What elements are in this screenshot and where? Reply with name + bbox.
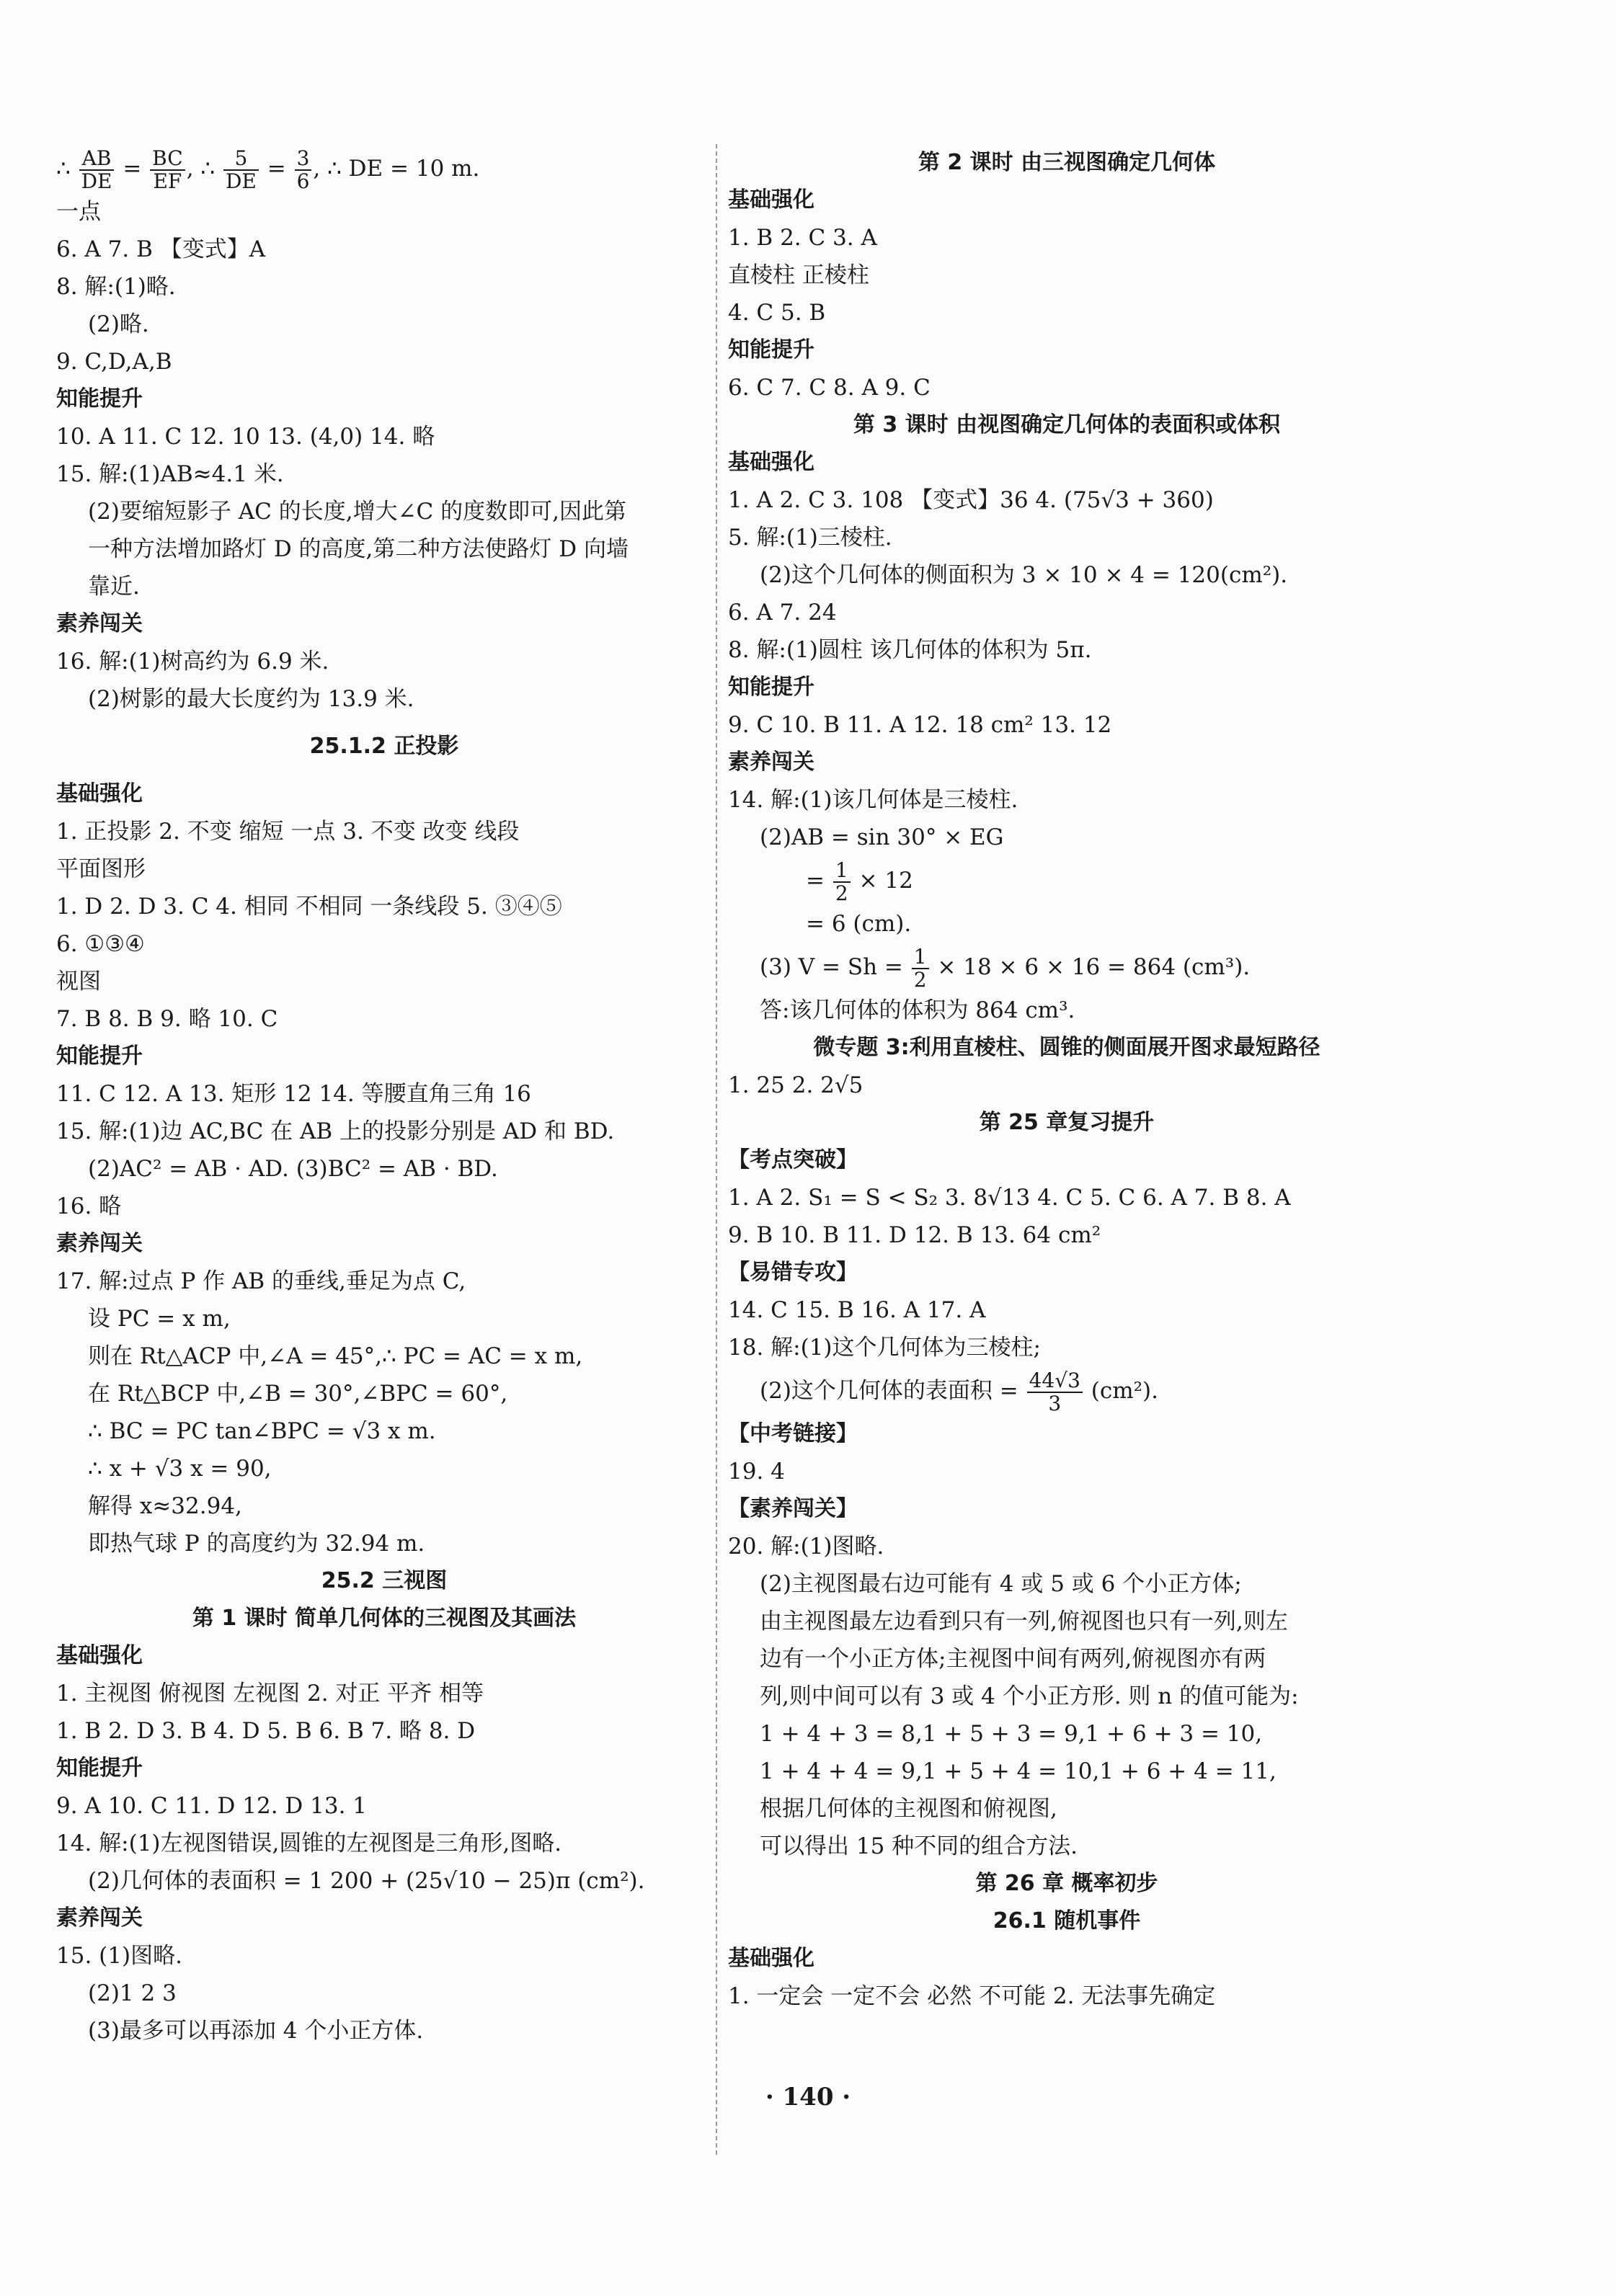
answer-line: 8. 解:(1)略. <box>56 274 176 300</box>
answer-line: (2)AB = sin 30° × EG <box>760 824 1004 850</box>
answer-line: 1. A 2. C 3. 108 【变式】36 4. (75√3 + 360) <box>728 487 1214 513</box>
subsection-label: 基础强化 <box>728 450 814 475</box>
answer-line: = $\frac{1}{2}$ × 12 <box>806 858 913 905</box>
subsection-label: 素养闯关 <box>56 1231 143 1256</box>
section-heading: 25.2 三视图 <box>321 1568 448 1593</box>
answer-line: 1. B 2. D 3. B 4. D 5. B 6. B 7. 略 8. D <box>56 1718 476 1744</box>
page-number: · 140 · <box>765 2083 851 2112</box>
answer-line: 设 PC = x m, <box>88 1306 231 1332</box>
answer-line: (2)树影的最大长度约为 13.9 米. <box>88 686 414 712</box>
answer-line: 10. A 11. C 12. 10 13. (4,0) 14. 略 <box>56 424 435 450</box>
section-heading: 26.1 随机事件 <box>993 1908 1141 1934</box>
answer-line: 6. C 7. C 8. A 9. C <box>728 375 931 401</box>
subsection-label: 知能提升 <box>728 675 814 700</box>
subsection-label: 【考点突破】 <box>728 1147 858 1173</box>
answer-line: 视图 <box>56 969 101 995</box>
answer-line: 9. C,D,A,B <box>56 349 172 375</box>
answer-line: 14. 解:(1)该几何体是三棱柱. <box>728 787 1018 813</box>
answer-line: 由主视图最左边看到只有一列,俯视图也只有一列,则左 <box>760 1608 1288 1634</box>
subsection-label: 知能提升 <box>56 1756 143 1781</box>
answer-line: 1. B 2. C 3. A <box>728 225 877 251</box>
section-heading: 第 2 课时 由三视图确定几何体 <box>918 150 1216 175</box>
answer-line: 1. 一定会 一定不会 必然 不可能 2. 无法事先确定 <box>728 1983 1216 2009</box>
column-divider <box>716 144 717 2155</box>
answer-line: 6. ①③④ <box>56 931 145 957</box>
answer-line: 6. A 7. B 【变式】A <box>56 236 266 262</box>
answer-line: ∴ $\frac{AB}{DE}$ = $\frac{BC}{EF}$ , ∴ $\frac{5}{DE}$ = $\frac{3}{6}$ , ∴ DE = 10 m. <box>56 146 480 193</box>
right-column <box>728 144 1406 2015</box>
left-column <box>56 144 712 2050</box>
answer-line: 解得 x≈32.94, <box>88 1493 242 1519</box>
section-heading: 第 25 章复习提升 <box>979 1110 1155 1135</box>
subsection-label: 【素养闯关】 <box>728 1496 858 1521</box>
answer-line: 即热气球 P 的高度约为 32.94 m. <box>88 1531 425 1557</box>
answer-line: 一点 <box>56 199 101 225</box>
answer-line: 1 + 4 + 3 = 8,1 + 5 + 3 = 9,1 + 6 + 3 = 10, <box>760 1721 1263 1747</box>
answer-line: 15. (1)图略. <box>56 1943 182 1969</box>
answer-line: 17. 解:过点 P 作 AB 的垂线,垂足为点 C, <box>56 1268 466 1294</box>
subsection-label: 基础强化 <box>728 187 814 213</box>
answer-line: 1. A 2. S₁ = S < S₂ 3. 8√13 4. C 5. C 6. A 7. B 8. A <box>728 1185 1291 1211</box>
subsection-label: 素养闯关 <box>728 749 814 775</box>
answer-line: 19. 4 <box>728 1459 785 1485</box>
subsection-label: 素养闯关 <box>56 1905 143 1931</box>
answer-line: 边有一个小正方体;主视图中间有两列,俯视图亦有两 <box>760 1646 1266 1672</box>
answer-line: 14. 解:(1)左视图错误,圆锥的左视图是三角形,图略. <box>56 1830 562 1856</box>
answer-line: 16. 解:(1)树高约为 6.9 米. <box>56 649 329 675</box>
answer-line: 1. D 2. D 3. C 4. 相同 不相同 一条线段 5. ③④⑤ <box>56 894 562 920</box>
answer-line: 4. C 5. B <box>728 300 826 326</box>
answer-line: 则在 Rt△ACP 中,∠A = 45°,∴ PC = AC = x m, <box>88 1343 583 1369</box>
answer-line: = 6 (cm). <box>806 911 912 937</box>
answer-line: 6. A 7. 24 <box>728 600 837 626</box>
subsection-label: 【易错专攻】 <box>728 1260 858 1285</box>
answer-line: 答:该几何体的体积为 864 cm³. <box>760 997 1075 1023</box>
answer-line: 1. 25 2. 2√5 <box>728 1072 864 1098</box>
subsection-label: 素养闯关 <box>56 611 143 636</box>
answer-line: 7. B 8. B 9. 略 10. C <box>56 1006 278 1032</box>
answer-line: 9. A 10. C 11. D 12. D 13. 1 <box>56 1793 368 1819</box>
answer-line: (3)最多可以再添加 4 个小正方体. <box>88 2018 424 2044</box>
answer-line: 可以得出 15 种不同的组合方法. <box>760 1833 1078 1859</box>
answer-line: (2)主视图最右边可能有 4 或 5 或 6 个小正方体; <box>760 1571 1242 1597</box>
answer-line: 平面图形 <box>56 856 146 882</box>
section-heading: 微专题 3:利用直棱柱、圆锥的侧面展开图求最短路径 <box>813 1035 1320 1060</box>
answer-line: 11. C 12. A 13. 矩形 12 14. 等腰直角三角 16 <box>56 1081 531 1107</box>
section-heading: 第 1 课时 简单几何体的三视图及其画法 <box>192 1606 577 1631</box>
subsection-label: 【中考链接】 <box>728 1421 858 1446</box>
answer-line: 1. 主视图 俯视图 左视图 2. 对正 平齐 相等 <box>56 1681 484 1707</box>
answer-line: 1. 正投影 2. 不变 缩短 一点 3. 不变 改变 线段 <box>56 819 520 845</box>
answer-line: (2)这个几何体的表面积 = $\frac{44√3}{3}$ (cm²). <box>760 1368 1158 1415</box>
section-heading: 第 3 课时 由视图确定几何体的表面积或体积 <box>853 412 1281 437</box>
answer-line: 18. 解:(1)这个几何体为三棱柱; <box>728 1335 1041 1361</box>
answer-line: 20. 解:(1)图略. <box>728 1534 884 1559</box>
answer-line: 直棱柱 正棱柱 <box>728 262 869 288</box>
answer-line: 一种方法增加路灯 D 的高度,第二种方法使路灯 D 向墙 <box>88 536 629 562</box>
answer-line: (2)几何体的表面积 = 1 200 + (25√10 − 25)π (cm²). <box>88 1868 645 1894</box>
answer-line: 1 + 4 + 4 = 9,1 + 5 + 4 = 10,1 + 6 + 4 = 11, <box>760 1758 1277 1784</box>
answer-line: 列,则中间可以有 3 或 4 个小正方形. 则 n 的值可能为: <box>760 1683 1299 1709</box>
answer-line: 15. 解:(1)边 AC,BC 在 AB 上的投影分别是 AD 和 BD. <box>56 1118 615 1144</box>
answer-line: (2)这个几何体的侧面积为 3 × 10 × 4 = 120(cm²). <box>760 562 1288 588</box>
answer-line: 靠近. <box>88 574 140 600</box>
answer-line: 9. B 10. B 11. D 12. B 13. 64 cm² <box>728 1222 1101 1248</box>
answer-line: 在 Rt△BCP 中,∠B = 30°,∠BPC = 60°, <box>88 1381 508 1407</box>
answer-line: 8. 解:(1)圆柱 该几何体的体积为 5π. <box>728 637 1092 663</box>
answer-line: 16. 略 <box>56 1193 122 1219</box>
section-heading: 25.1.2 正投影 <box>309 734 459 759</box>
answer-line: 根据几何体的主视图和俯视图, <box>760 1796 1057 1822</box>
answer-line: (2)1 2 3 <box>88 1980 177 2006</box>
answer-line: 9. C 10. B 11. A 12. 18 cm² 13. 12 <box>728 712 1112 738</box>
section-heading: 第 26 章 概率初步 <box>975 1871 1158 1896</box>
answer-line: (2)AC² = AB · AD. (3)BC² = AB · BD. <box>88 1156 498 1182</box>
subsection-label: 基础强化 <box>728 1946 814 1971</box>
subsection-label: 知能提升 <box>728 337 814 362</box>
answer-line: (3) V = Sh = $\frac{1}{2}$ × 18 × 6 × 16 = 864 (cm³). <box>760 944 1251 992</box>
answer-line: 15. 解:(1)AB≈4.1 米. <box>56 461 284 487</box>
answer-line: ∴ BC = PC tan∠BPC = √3 x m. <box>88 1418 436 1444</box>
subsection-label: 知能提升 <box>56 1044 143 1069</box>
answer-line: (2)要缩短影子 AC 的长度,增大∠C 的度数即可,因此第 <box>88 499 626 525</box>
answer-line: 14. C 15. B 16. A 17. A <box>728 1297 986 1323</box>
subsection-label: 知能提升 <box>56 386 143 411</box>
answer-line: ∴ x + √3 x = 90, <box>88 1456 272 1482</box>
answer-line: 5. 解:(1)三棱柱. <box>728 525 892 551</box>
subsection-label: 基础强化 <box>56 781 143 806</box>
subsection-label: 基础强化 <box>56 1643 143 1668</box>
answer-line: (2)略. <box>88 311 149 337</box>
